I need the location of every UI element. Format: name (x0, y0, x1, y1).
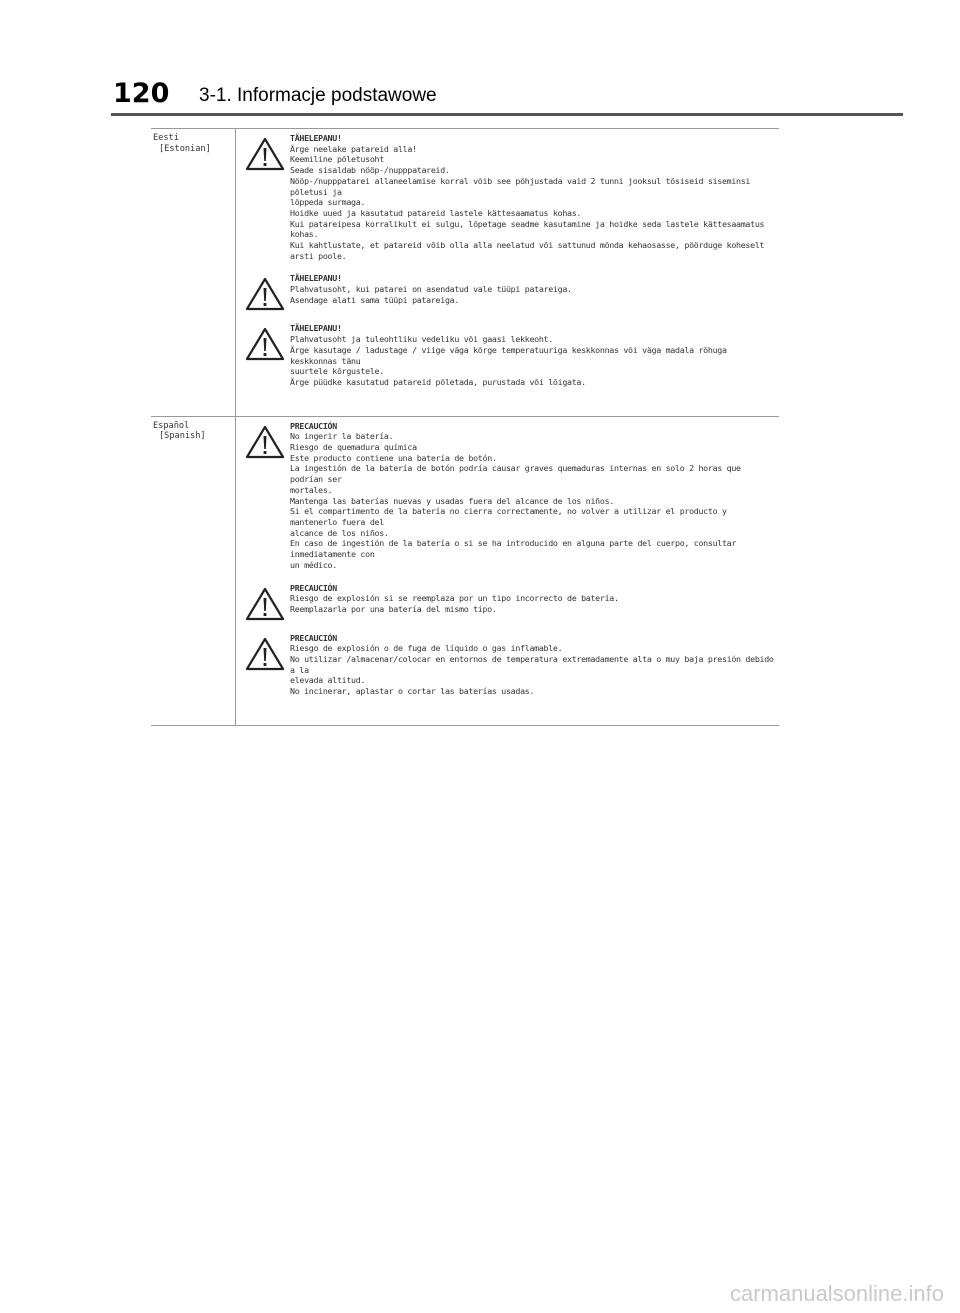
warning-line: No ingerir la batería. (290, 431, 394, 442)
warning-line: Ärge kasutage / ladustage / viige väga kõrge temperatuuriga keskkonnas või väga madala rõhuga keskkonnas tänu (290, 344, 727, 366)
warning-triangle-icon (240, 421, 290, 459)
page-number: 120 (113, 78, 170, 109)
warning-line: La ingestión de la batería de botón podría causar graves quemaduras internas en solo 2 horas que podrían ser (290, 463, 741, 485)
warning-line: Riesgo de explosión si se reemplaza por un tipo incorrecto de batería. (290, 593, 619, 604)
warning-triangle-icon (240, 273, 290, 311)
warning-block (240, 273, 775, 311)
warning-line: Keemiline põletusoht (290, 154, 384, 165)
language-row (151, 129, 779, 417)
warning-line: Asendage alati sama tüüpi patareiga. (290, 294, 460, 305)
warning-block (240, 633, 775, 697)
language-english-name: [Estonian] (159, 143, 211, 154)
language-name: Español (153, 420, 190, 431)
language-cell (151, 129, 236, 417)
warning-line: Plahvatusoht, kui patarei on asendatud vale tüüpi patareiga. (290, 284, 572, 295)
language-cell (151, 416, 236, 725)
watermark: carmanualsonline.info (729, 1281, 944, 1306)
warning-line: Seade sisaldab nööp-/nupppatareid. (290, 165, 450, 176)
warning-block (240, 583, 775, 621)
warning-text (290, 323, 775, 387)
section-title: 3-1. Informacje podstawowe (199, 85, 437, 106)
warning-text (290, 133, 775, 261)
warning-block (240, 323, 775, 387)
warning-line: Ärge neelake patareid alla! (290, 143, 417, 154)
warning-text (290, 583, 775, 615)
warning-line: lõppeda surmaga. (290, 197, 366, 208)
warning-line: elevada altitud. (290, 675, 366, 686)
warning-triangle-icon (240, 133, 290, 171)
warning-line: Plahvatusoht ja tuleohtliku vedeliku või gaasi lekkeoht. (290, 334, 553, 345)
warning-line: No utilizar /almacenar/colocar en entornos de temperatura extremadamente alta o muy baja presión debido a la (290, 653, 774, 675)
warning-text (290, 273, 775, 305)
warning-heading: TÄHELEPANU! (290, 323, 342, 334)
warning-block (240, 133, 775, 261)
warning-triangle-icon (240, 633, 290, 671)
warning-line: Mantenga las baterías nuevas y usadas fuera del alcance de los niños. (290, 495, 614, 506)
warning-heading: TÄHELEPANU! (290, 273, 342, 284)
warning-heading: PRECAUCIÓN (290, 420, 337, 431)
warning-line: Kui patareipesa korralikult ei sulgu, lõpetage seadme kasutamine ja hoidke seda lastele kättesaamatus kohas. (290, 218, 765, 240)
warning-triangle-icon (240, 583, 290, 621)
warning-line: mortales. (290, 484, 333, 495)
warning-line: Reemplazarla por una batería del mismo tipo. (290, 603, 497, 614)
warning-line: suurtele kõrgustele. (290, 366, 384, 377)
battery-warning-table (151, 128, 779, 726)
warning-block (240, 421, 775, 571)
warning-heading: PRECAUCIÓN (290, 632, 337, 643)
warnings-cell (236, 129, 780, 417)
warning-line: Nööp-/nupppatarei allaneelamise korral võib see põhjustada vaid 2 tunni jooksul tõsiseid siseminsi põletusi ja (290, 175, 751, 197)
warning-heading: TÄHELEPANU! (290, 133, 342, 143)
warning-line: Si el compartimento de la batería no cierra correctamente, no volver a utilizar el producto y mantenerlo fuera del (290, 506, 727, 527)
language-english-name: [Spanish] (159, 431, 206, 442)
warning-text (290, 421, 775, 571)
warning-triangle-icon (240, 323, 290, 361)
warning-line: Ärge püüdke kasutatud patareid põletada, purustada või lõigata. (290, 376, 586, 387)
warning-text (290, 633, 775, 697)
warning-line: alcance de los niños. (290, 527, 389, 538)
warning-line: Riesgo de explosión o de fuga de líquido o gas inflamable. (290, 643, 563, 654)
warning-line: Este producto contiene una batería de botón. (290, 452, 497, 463)
warning-line: Kui kahtlustate, et patareid võib olla alla neelatud või sattunud mõnda kehaosasse, pöörduge koheselt arsti poole. (290, 240, 765, 261)
warning-line: No incinerar, aplastar o cortar las baterías usadas. (290, 686, 535, 697)
warnings-cell (236, 416, 780, 725)
warning-line: Riesgo de quemadura química (290, 442, 417, 453)
warning-line: un médico. (290, 559, 337, 570)
warning-line: Hoidke uued ja kasutatud patareid lastele kättesaamatus kohas. (290, 207, 582, 218)
warning-line: En caso de ingestión de la batería o si se ha introducido en alguna parte del cuerpo, consultar inmediatamente con (290, 538, 737, 560)
language-row (151, 416, 779, 725)
header-rule (111, 113, 903, 116)
language-name: Eesti (153, 133, 179, 143)
warning-heading: PRECAUCIÓN (290, 582, 337, 593)
